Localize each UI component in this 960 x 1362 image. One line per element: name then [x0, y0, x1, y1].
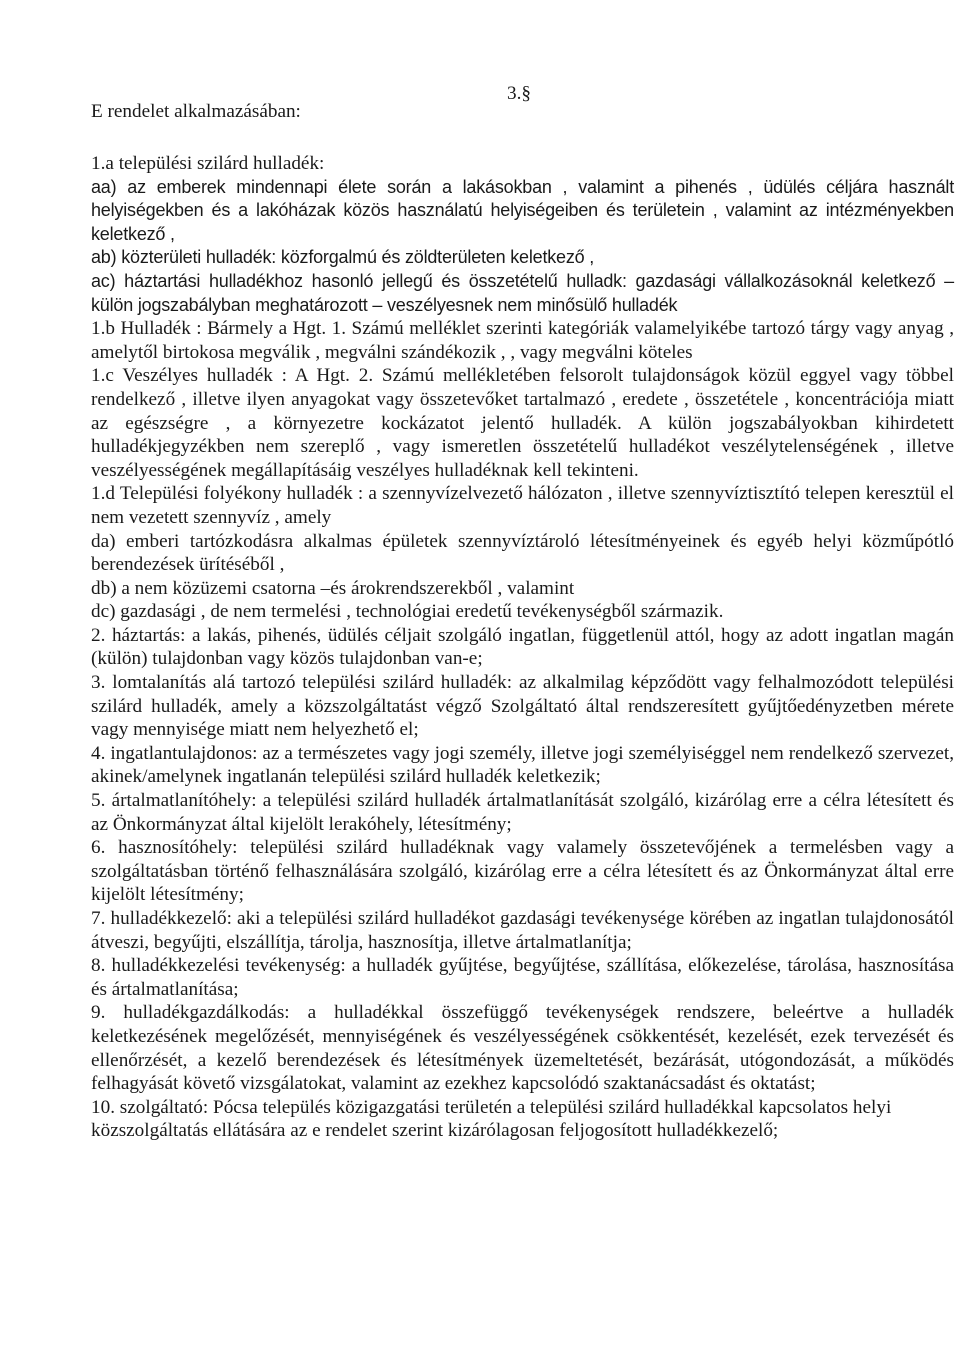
section-number: 3.§ [507, 83, 531, 104]
definition-1d: 1.d Települési folyékony hulladék : a szennyvízelvezető hálózaton , illetve szennyvíztisztító telepen keresztül el nem vezetett szennyvíz , amely [91, 483, 954, 528]
header-intro-text: E rendelet alkalmazásában: [91, 101, 301, 122]
definition-8: 8. hulladékkezelési tevékenység: a hulladék gyűjtése, begyűjtése, szállítása, előkezelése, tárolása, hasznosítása és ártalmatlanítása; [91, 955, 954, 1000]
definition-dc: dc) gazdasági , de nem termelési , technológiai eredetű tevékenységből származik. [91, 601, 724, 623]
definition-4: 4. ingatlantulajdonos: az a természetes vagy jogi személy, illetve jogi személyiséggel nem rendelkező szervezet, akinek/amelynek ingatlanán települési szilárd hulladék keletkezik; [91, 742, 954, 788]
definition-aa: aa) az emberek mindennapi élete során a lakásokban , valamint a pihenés , üdülés céljára használt helyiségekben és a lakóházak közös használatú helyiségeiben és területein , valamint az intézményekben keletkező , [91, 176, 954, 244]
definition-1b: 1.b Hulladék : Bármely a Hgt. 1. Számú melléklet szerinti kategóriák valamelyikébe tartozó tárgy vagy anyag , amelytől birtokosa megválik , megválni szándékozik , , vagy megválni köteles [91, 318, 954, 363]
document-body [91, 152, 954, 1143]
definition-1a-heading: 1.a települési szilárd hulladék: [91, 153, 325, 174]
definition-ac: ac) háztartási hulladékhoz hasonló jellegű és összetételű hulladk: gazdasági vállalkozásoknál keletkező – külön jogszabályban meghatározott – veszélyesnek nem minősülő hulladék [91, 270, 954, 315]
definition-1c: 1.c Veszélyes hulladék : A Hgt. 2. Számú mellékletében felsorolt tulajdonságok közül eggyel vagy többel rendelkező , illetve ilyen anyagokat vagy összetevőket tartalmazó , eredete , összetétele , koncentrációja miatt az egészségre , a környezetre kockázatot jelentő hulladék. A külön jogszabályokban kihirdetett hulladékjegyzékben nem szereplő , vagy ismeretlen összetételű hulladékot veszélytelenségének , illetve veszélyességének megállapításáig veszélyes hulladéknak kell tekinteni. [91, 365, 954, 481]
definition-6: 6. hasznosítóhely: települési szilárd hulladéknak vagy valamely összetevőjének a termelésben vagy a szolgáltatásban történő felhasználására szolgáló, kizárólag erre a célra létesített és az Önkormányzat által erre kijelölt létesítmény; [91, 837, 954, 906]
definition-2: 2. háztartás: a lakás, pihenés, üdülés céljait szolgáló ingatlan, függetlenül attól, hogy az adott ingatlan magán (külön) tulajdonban vagy közös tulajdonban van-e; [91, 624, 954, 670]
definition-3: 3. lomtalanítás alá tartozó települési szilárd hulladék: az alkalmilag képződött vagy felhalmozódott települési szilárd hulladék, amely a közszolgáltatást végző Szolgáltató által rendszeresített gyűjtőedényzetben mérete vagy mennyisége miatt nem helyezhető el; [91, 672, 954, 741]
definition-9: 9. hulladékgazdálkodás: a hulladékkal összefüggő tevékenységek rendszere, beleértve a hulladék keletkezésének megelőzését, mennyiségének és veszélyességének csökkentését, kezelését, ezek tervezését és ellenőrzését, a kezelő berendezések és létesítmények üzemeltetését, bezárását, utógondozását, a működés felhagyását követő vizsgálatokat, valamint az ezekhez kapcsolódó szaktanácsadást és oktatást; [91, 1002, 954, 1095]
definition-db: db) a nem közüzemi csatorna –és árokrendszerekből , valamint [91, 577, 575, 599]
definition-7: 7. hulladékkezelő: aki a települési szilárd hulladékot gazdasági tevékenysége körében az ingatlan tulajdonosától átveszi, begyűjti, elszállítja, tárolja, hasznosítja, illetve ártalmatlanítja; [91, 908, 954, 953]
definition-5: 5. ártalmatlanítóhely: a települési szilárd hulladék ártalmatlanítását szolgáló, kizárólag erre a célra létesített és az Önkormányzat által kijelölt lerakóhely, létesítmény; [91, 790, 954, 835]
definition-10: 10. szolgáltató: Pócsa település közigazgatási területén a települési szilárd hulladékkal kapcsolatos helyi közszolgáltatás ellátására az e rendelet szerint kizárólagosan feljogosított hulladékkezelő; [91, 1096, 892, 1142]
definition-da: da) emberi tartózkodásra alkalmas épületek szennyvíztároló létesítményeinek és egyéb helyi közműpótló berendezések ürítéséből , [91, 530, 954, 576]
definition-ab: ab) közterületi hulladék: közforgalmú és zöldterületen keletkező , [91, 247, 595, 268]
